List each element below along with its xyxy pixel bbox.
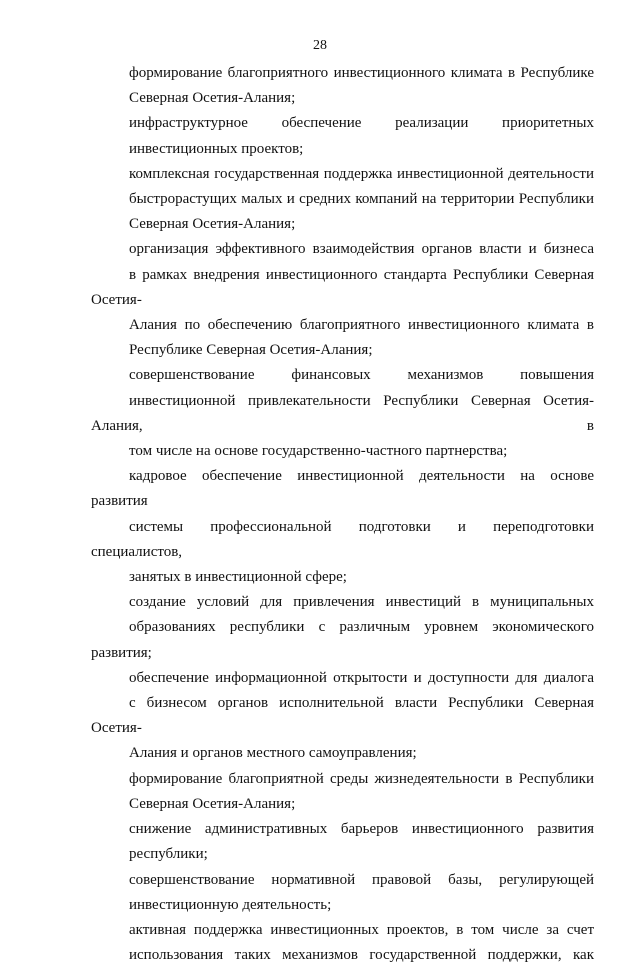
- text-line: организация эффективного взаимодействия органов власти и бизнеса: [129, 241, 594, 258]
- list-paragraph: [91, 464, 594, 590]
- text-line: том числе на основе государственно-частного партнерства;: [129, 443, 508, 460]
- text-line: в рамках внедрения инвестиционного стандарта Республики Северная Осетия-: [91, 266, 594, 308]
- list-paragraph: [91, 767, 594, 817]
- text-line: совершенствование нормативной правовой базы, регулирующей: [129, 871, 594, 888]
- text-line: инвестиционной привлекательности Республики Северная Осетия-Алания, в: [91, 392, 594, 434]
- list-paragraph: [91, 868, 594, 918]
- text-line: инвестиционную деятельность;: [129, 896, 332, 913]
- text-line: кадровое обеспечение инвестиционной деятельности на основе развития: [91, 468, 594, 510]
- list-paragraph: [91, 61, 594, 111]
- document-body: [91, 61, 594, 968]
- page-number: 28: [313, 38, 327, 53]
- list-paragraph: [91, 111, 594, 161]
- text-line: быстрорастущих малых и средних компаний на территории Республики: [129, 191, 594, 208]
- list-paragraph: [91, 918, 594, 968]
- text-line: совершенствование финансовых механизмов повышения: [129, 367, 594, 384]
- list-paragraph: [91, 363, 594, 464]
- text-line: Республике Северная Осетия-Алания;: [129, 342, 373, 359]
- text-line: Алания по обеспечению благоприятного инвестиционного климата в: [129, 317, 594, 334]
- list-paragraph: [91, 237, 594, 363]
- text-line: с бизнесом органов исполнительной власти Республики Северная Осетия-: [91, 695, 594, 737]
- list-paragraph: [91, 817, 594, 867]
- list-paragraph: [91, 590, 594, 666]
- list-paragraph: [91, 162, 594, 238]
- text-line: создание условий для привлечения инвестиций в муниципальных: [129, 594, 594, 611]
- text-line: системы профессиональной подготовки и переподготовки специалистов,: [91, 518, 594, 560]
- text-line: Северная Осетия-Алания;: [129, 90, 296, 107]
- text-line: формирование благоприятной среды жизнедеятельности в Республики: [129, 770, 594, 787]
- text-line: образованиях республики с различным уровнем экономического развития;: [91, 619, 594, 661]
- text-line: активная поддержка инвестиционных проектов, в том числе за счет: [129, 921, 594, 938]
- text-line: обеспечение информационной открытости и доступности для диалога: [129, 669, 594, 686]
- text-line: Алания и органов местного самоуправления;: [129, 745, 417, 762]
- text-line: формирование благоприятного инвестиционного климата в Республике: [129, 65, 594, 81]
- text-line: использования таких механизмов государственной поддержки, как: [129, 947, 594, 964]
- text-line: снижение административных барьеров инвестиционного развития: [129, 821, 594, 838]
- text-line: Северная Осетия-Алания;: [129, 795, 296, 812]
- text-line: инфраструктурное обеспечение реализации приоритетных: [129, 115, 594, 132]
- list-paragraph: [91, 666, 594, 767]
- text-line: инвестиционных проектов;: [129, 140, 304, 157]
- text-line: республики;: [129, 846, 208, 863]
- text-line: занятых в инвестиционной сфере;: [129, 569, 347, 586]
- text-line: Северная Осетия-Алания;: [129, 216, 296, 233]
- text-line: комплексная государственная поддержка инвестиционной деятельности: [129, 165, 594, 182]
